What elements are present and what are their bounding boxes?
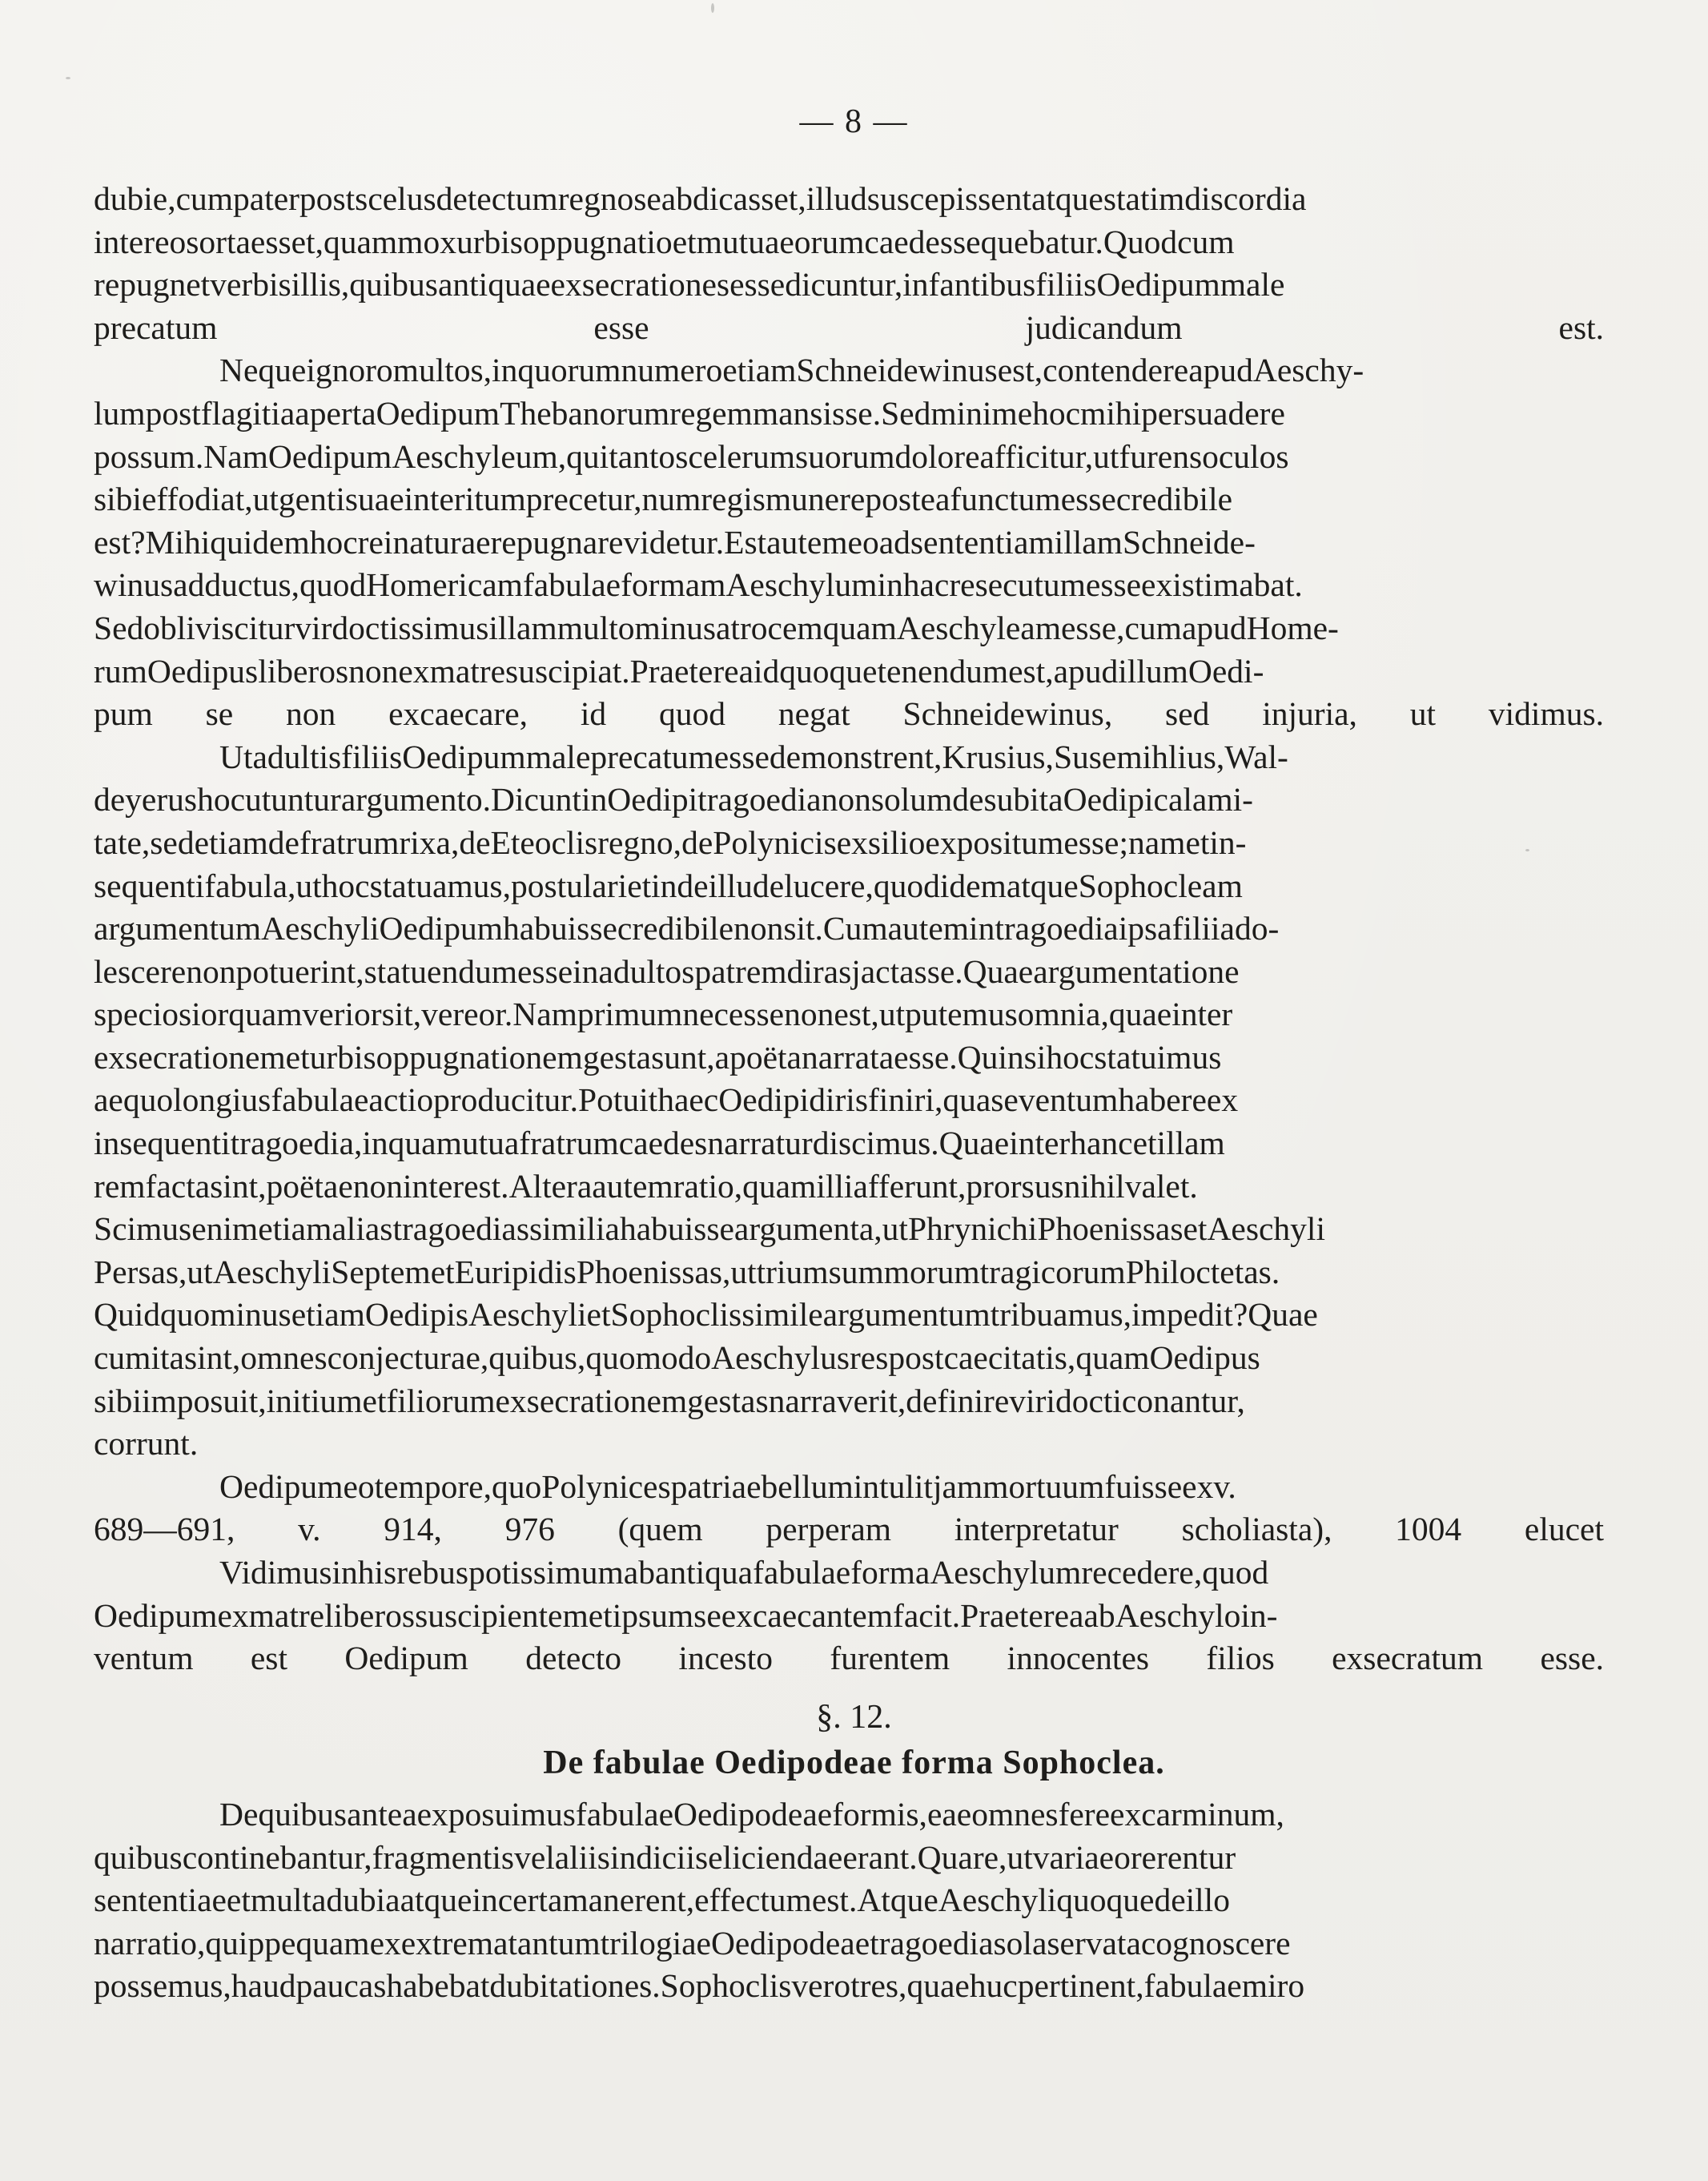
text-line: winusadductus,quodHomericamfabulaeformamAeschyluminhacresecutumesseexistimabat.: [94, 566, 1303, 604]
text-line: argumentumAeschyliOedipumhabuissecredibilenonsit.Cumautemintragoediaipsafiliiado-: [94, 910, 1280, 948]
main-text-block: [94, 178, 1604, 1680]
text-line: VidimusinhisrebuspotissimumabantiquafabulaeformaAeschylumrecedere,quod: [219, 1554, 1269, 1591]
text-line: QuidquominusetiamOedipisAeschylietSophoclissimileargumentumtribuamus,impedit?Quae: [94, 1296, 1318, 1334]
text-line: Nequeignoromultos,inquorumnumeroetiamSchneidewinusest,contendereapudAeschy-: [219, 352, 1364, 389]
text-line: lumpostflagitiaapertaOedipumThebanorumregemmansisse.Sedminimehocmihipersuadere: [94, 394, 1285, 432]
text-line: corrunt.: [94, 1425, 199, 1463]
text-line: deyerushocutunturargumento.DicuntinOedipitragoedianonsolumdesubitaOedipicalami-: [94, 781, 1253, 819]
text-line: Oedipumexmatreliberossuscipientemetipsumseexcaecantemfacit.PraetereaabAeschyloin-: [94, 1596, 1278, 1634]
text-line: rumOedipusliberosnonexmatresuscipiat.Praetereaidquoquetenendumest,apudillumOedi-: [94, 652, 1264, 690]
text-line: aequolongiusfabulaeactioproducitur.PotuithaecOedipidirisfiniri,quaseventumhabereex: [94, 1081, 1239, 1119]
text-line: remfactasint,poëtaenoninterest.Alteraautemratio,quamilliafferunt,prorsusnihilvalet.: [94, 1167, 1198, 1205]
scan-speck: [1525, 849, 1529, 851]
text-line: quibuscontinebantur,fragmentisvelaliisindiciiseliciendaeerant.Quare,utvariaeorerentur: [94, 1838, 1236, 1876]
text-line: est?Mihiquidemhocreinaturaerepugnarevidetur.EstautemeoadsententiamillamSchneide-: [94, 523, 1256, 561]
section-text-block: [94, 1793, 1604, 2008]
page-number: — 8 —: [799, 103, 909, 140]
text-line: lescerenonpotuerint,statuendumesseinadultospatremdirasjactasse.Quaeargumentatione: [94, 952, 1240, 990]
text-line: speciosiorquamveriorsit,vereor.Namprimumnecessenonest,utputemusomnia,quaeinter: [94, 996, 1233, 1033]
text-line: Oedipumeotempore,quoPolynicespatriaebellumintulitjammortuumfuisseexv.: [219, 1467, 1236, 1505]
text-line: cumitasint,omnesconjecturae,quibus,quomodoAeschylusrespostcaecitatis,quamOedipus: [94, 1339, 1260, 1377]
text-line: precatum esse judicandum est.: [94, 308, 1604, 346]
text-line: narratio,quippequamexextrematantumtrilogiaeOedipodeaetragoediasolaservatacognoscere: [94, 1924, 1291, 1962]
scan-speck: [66, 77, 70, 79]
section-number: §. 12.: [816, 1699, 892, 1736]
text-line: tate,sedetiamdefratrumrixa,deEteoclisregno,dePolynicisexsilioexpositumesse;nametin-: [94, 823, 1247, 861]
text-line: Scimusenimetiamaliastragoediassimiliahabuisseargumenta,utPhrynichiPhoenissasetAeschyli: [94, 1210, 1325, 1248]
text-line: sibieffodiat,utgentisuaeinteritumprecetur,numregismunereposteafunctumessecredibile: [94, 481, 1233, 518]
text-line: sententiaeetmultadubiaatqueincertamanerent,effectumest.AtqueAeschyliquoquedeillo: [94, 1881, 1230, 1919]
scan-speck: [711, 3, 714, 13]
text-line: SedoblivisciturvirdoctissimusillammultominusatrocemquamAeschyleamesse,cumapudHome-: [94, 609, 1339, 646]
text-line: insequentitragoedia,inquamutuafratrumcaedesnarraturdiscimus.Quaeinterhancetillam: [94, 1125, 1225, 1162]
text-line: sequentifabula,uthocstatuamus,postularietindeilludelucere,quodidematqueSophocleam: [94, 867, 1243, 904]
text-line: repugnetverbisillis,quibusantiquaeexsecrationesessedicuntur,infantibusfiliisOedipummale: [94, 266, 1285, 304]
text-line: UtadultisfiliisOedipummaleprecatumessedemonstrent,Krusius,Susemihlius,Wal-: [219, 738, 1288, 775]
text-line: possemus,haudpaucashabebatdubitationes.Sophoclisverotres,quaehucpertinent,fabulaemiro: [94, 1967, 1305, 2005]
text-line: intereosortaesset,quammoxurbisoppugnatioetmutuaeorumcaedessequebatur.Quodcum: [94, 223, 1235, 260]
text-line: ventum est Oedipum detecto incesto furentem innocentes filios exsecratum esse.: [94, 1640, 1604, 1677]
text-line: pum se non excaecare, id quod negat Schneidewinus, sed injuria, ut vidimus.: [94, 695, 1604, 733]
text-line: Persas,utAeschyliSeptemetEuripidisPhoenissas,uttriumsummorumtragicorumPhiloctetas.: [94, 1253, 1280, 1290]
section-title: De fabulae Oedipodeae forma Sophoclea.: [543, 1744, 1165, 1781]
text-line: 689—691, v. 914, 976 (quem perperam interpretatur scholiasta), 1004 elucet: [94, 1511, 1604, 1548]
text-line: possum.NamOedipumAeschyleum,quitantoscelerumsuorumdoloreafficitur,utfurensoculos: [94, 437, 1289, 475]
text-line: exsecrationemeturbisoppugnationemgestasunt,apoëtanarrataesse.Quinsihocstatuimus: [94, 1038, 1222, 1076]
text-line: sibiimposuit,initiumetfiliorumexsecrationemgestasnarraverit,definireviridocticonantur,: [94, 1382, 1245, 1419]
text-line: dubie,cumpaterpostscelusdetectumregnoseabdicasset,illudsuscepissentatquestatimdiscordia: [94, 180, 1307, 217]
text-line: DequibusanteaexposuimusfabulaeOedipodeaeformis,eaeomnesfereexcarminum,: [219, 1796, 1284, 1833]
